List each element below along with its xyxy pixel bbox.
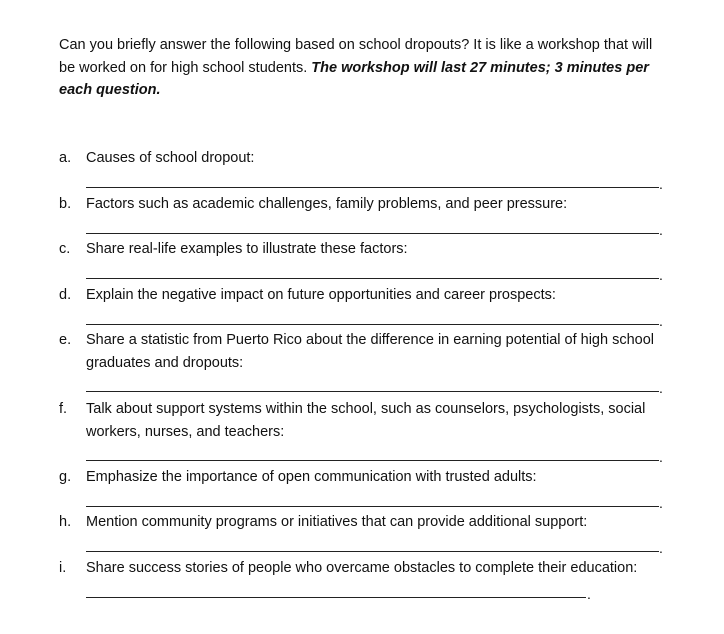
- intro-emphasis: The workshop will last 27 minutes; 3 minutes per each question.: [59, 59, 649, 98]
- question-letter: f.: [59, 401, 68, 417]
- answer-line-end: .: [659, 222, 663, 238]
- question-letter: a.: [59, 150, 72, 166]
- question-e: [59, 329, 664, 395]
- question-text: Share success stories of people who overcame obstacles to complete their education:: [86, 560, 638, 576]
- answer-line-end: .: [659, 267, 663, 283]
- question-text: Emphasize the importance of open communication with trusted adults:: [86, 469, 537, 485]
- question-text: Share a statistic from Puerto Rico about the difference in earning potential of high school graduates and dropouts:: [86, 332, 654, 371]
- answer-line[interactable]: [86, 506, 659, 507]
- answer-line[interactable]: [86, 391, 659, 392]
- answer-line[interactable]: [86, 597, 586, 598]
- question-letter: g.: [59, 469, 72, 485]
- intro-paragraph: [59, 34, 664, 102]
- question-letter: d.: [59, 287, 72, 303]
- answer-line[interactable]: [86, 233, 659, 234]
- answer-line-end: .: [659, 540, 663, 556]
- question-d: [59, 284, 664, 329]
- question-text: Factors such as academic challenges, family problems, and peer pressure:: [86, 196, 568, 212]
- question-letter: e.: [59, 332, 72, 348]
- answer-line[interactable]: [86, 460, 659, 461]
- question-a: [59, 147, 664, 192]
- question-text: Share real-life examples to illustrate these factors:: [86, 241, 408, 257]
- answer-line-end: .: [659, 380, 663, 396]
- answer-line-end: .: [659, 176, 663, 192]
- answer-line[interactable]: [86, 187, 659, 188]
- intro-text: Can you briefly answer the following based on school dropouts? It is like a workshop that will be worked on for high school students.: [59, 37, 653, 76]
- question-g: [59, 466, 664, 511]
- answer-line-end: .: [587, 586, 591, 602]
- question-b: [59, 193, 664, 238]
- question-h: [59, 511, 664, 556]
- answer-line-end: .: [659, 313, 663, 329]
- answer-line-end: .: [659, 495, 663, 511]
- question-text: Explain the negative impact on future opportunities and career prospects:: [86, 287, 556, 303]
- question-text: Mention community programs or initiatives that can provide additional support:: [86, 514, 588, 530]
- question-c: [59, 238, 664, 283]
- answer-line[interactable]: [86, 324, 659, 325]
- question-text: Causes of school dropout:: [86, 150, 255, 166]
- question-letter: b.: [59, 196, 72, 212]
- answer-line-end: .: [659, 449, 663, 465]
- answer-line[interactable]: [86, 551, 659, 552]
- question-i: [59, 557, 664, 602]
- question-letter: c.: [59, 241, 71, 257]
- question-letter: i.: [59, 560, 67, 576]
- question-f: [59, 398, 664, 464]
- question-letter: h.: [59, 514, 72, 530]
- answer-line[interactable]: [86, 278, 659, 279]
- question-text: Talk about support systems within the school, such as counselors, psychologists, social workers, nurses, and teachers:: [86, 401, 646, 440]
